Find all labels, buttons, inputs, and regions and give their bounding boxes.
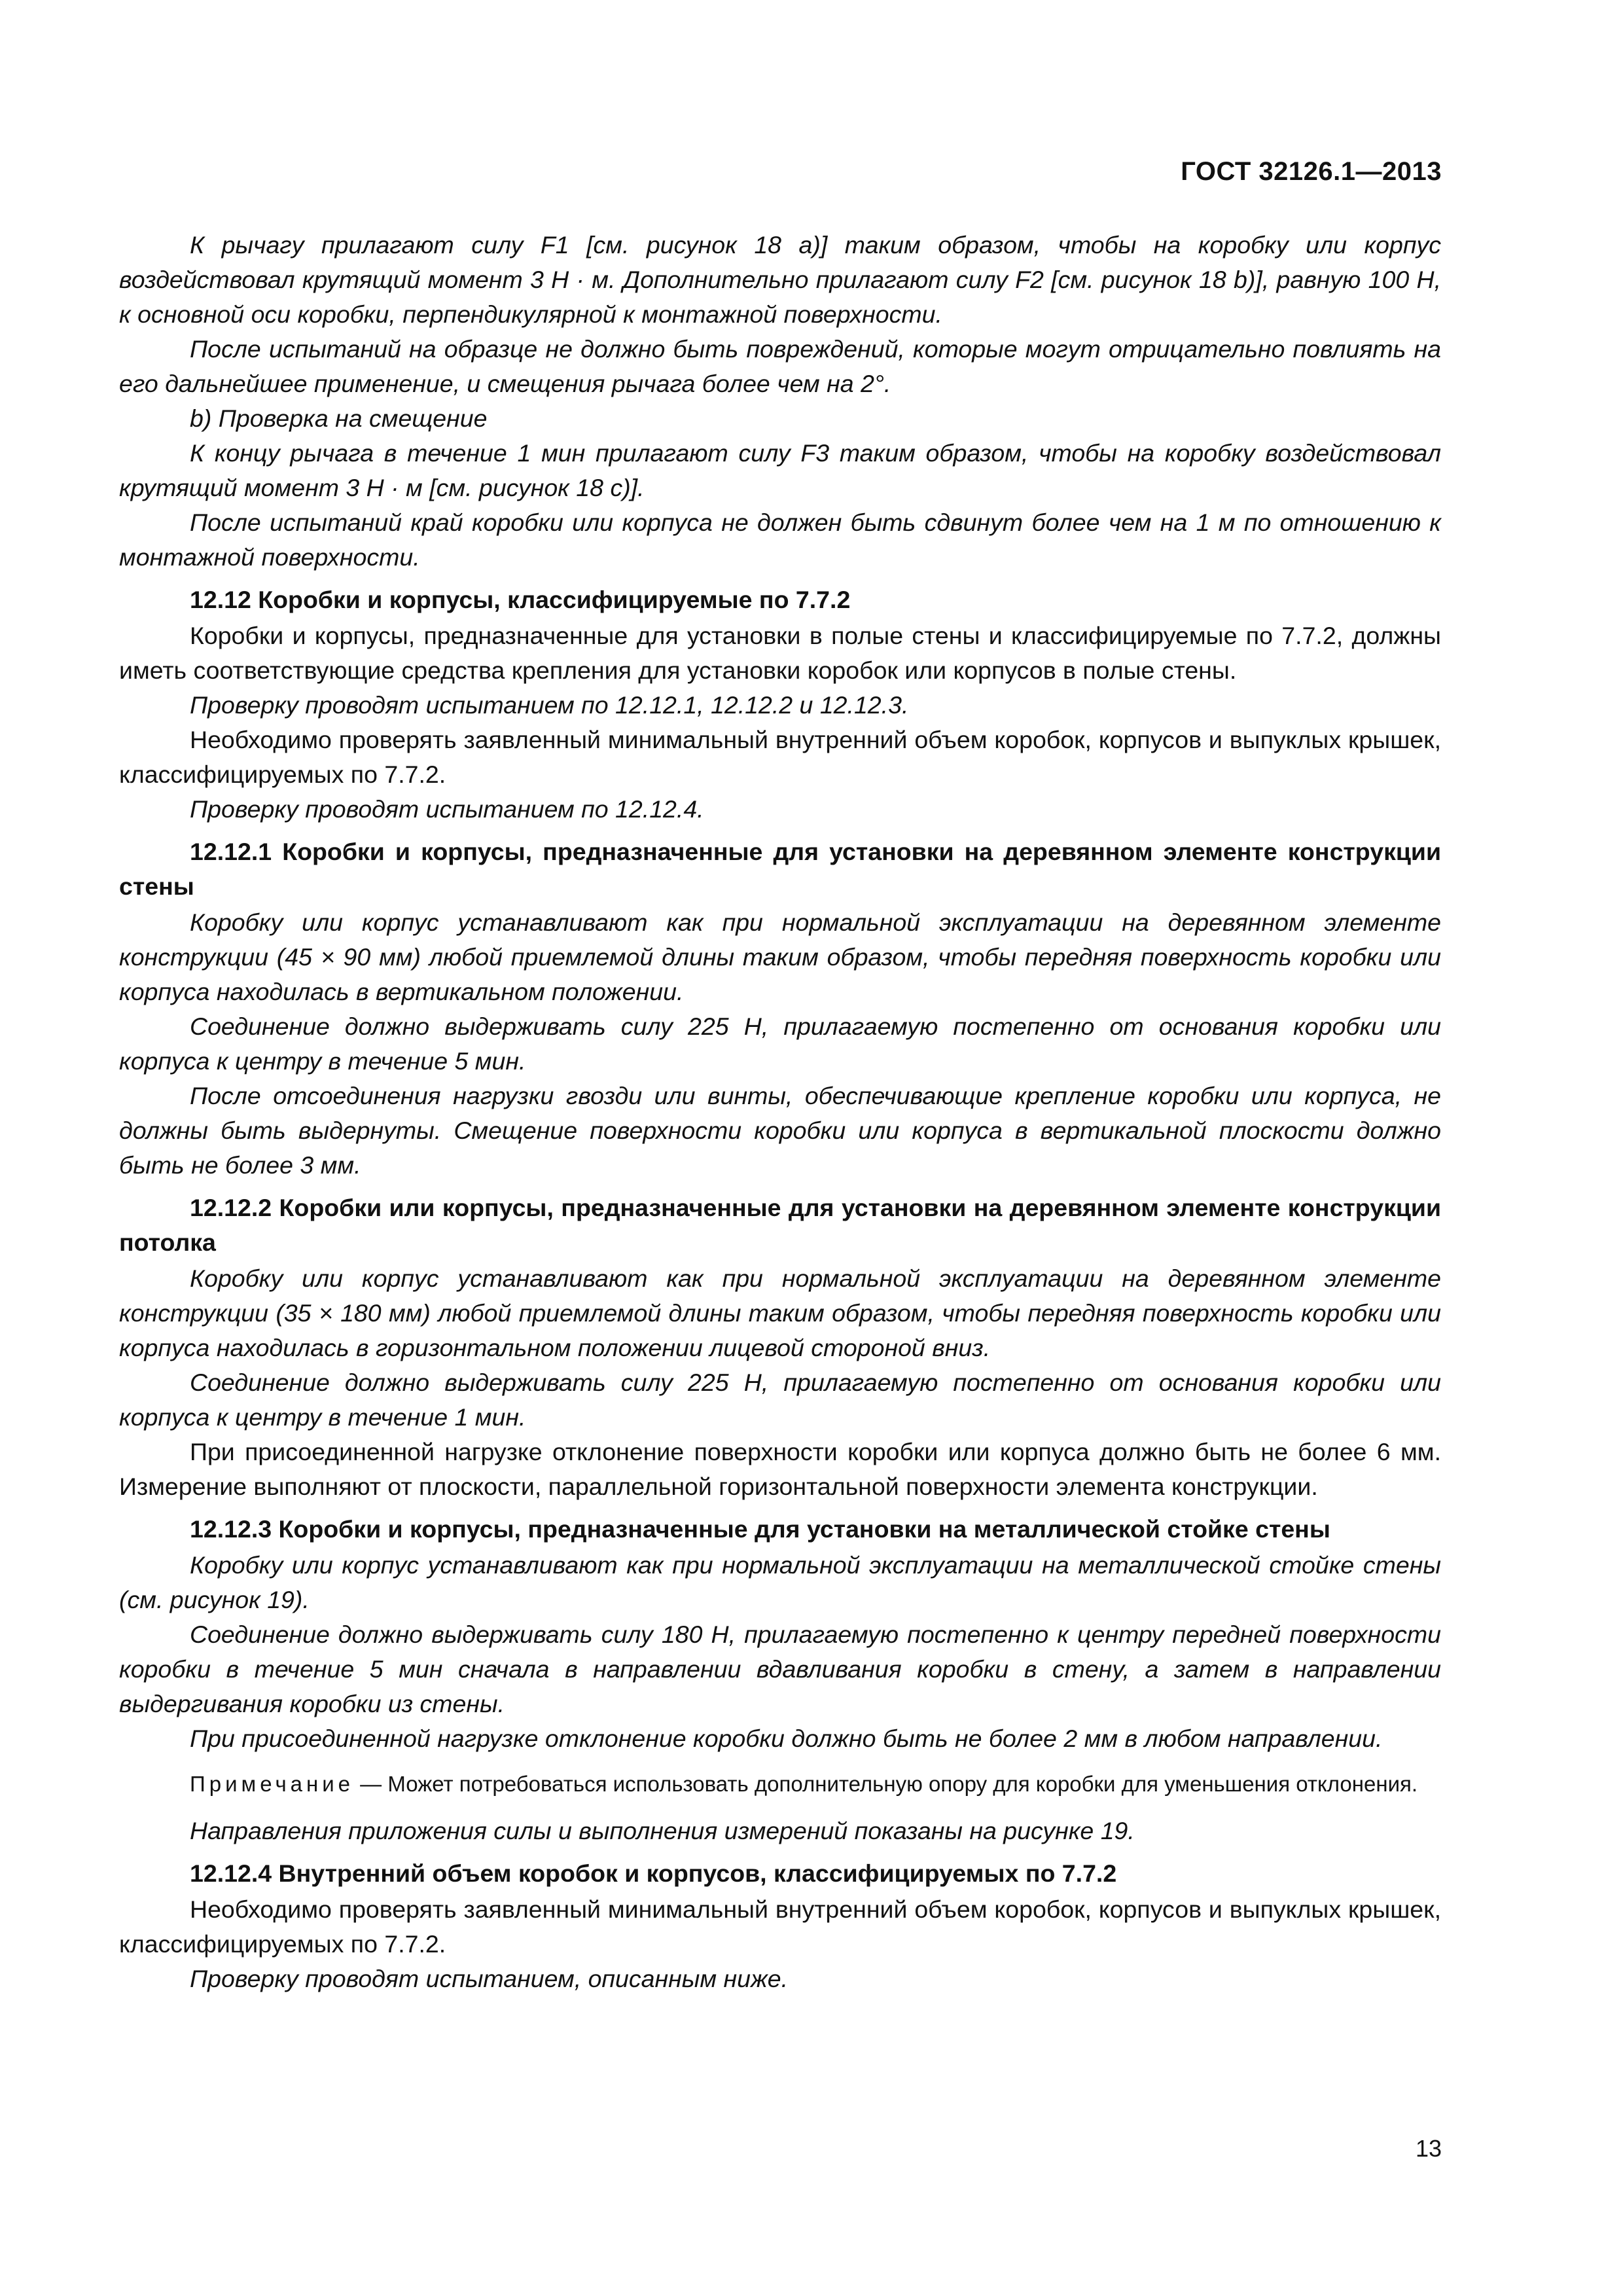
section-heading-12-12-2: 12.12.2 Коробки или корпусы, предназначенные для установки на деревянном элементе конструкции потолка bbox=[119, 1194, 1441, 1256]
page-number: 13 bbox=[1415, 2135, 1442, 2162]
section-heading-12-12-1: 12.12.1 Коробки и корпусы, предназначенные для установки на деревянном элементе конструкции стены bbox=[119, 838, 1441, 900]
paragraph: После испытаний край коробки или корпуса не должен быть сдвинут более чем на 1 м по отношению к монтажной поверхности. bbox=[119, 509, 1441, 571]
section-heading-12-12: 12.12 Коробки и корпусы, классифицируемые по 7.7.2 bbox=[190, 586, 851, 613]
paragraph: После испытаний на образце не должно быть повреждений, которые могут отрицательно повлиять на его дальнейшее применение, и смещения рычага более чем на 2°. bbox=[119, 335, 1441, 397]
paragraph: Проверку проводят испытанием по 12.12.4. bbox=[190, 795, 704, 823]
paragraph: Коробку или корпус устанавливают как при нормальной эксплуатации на металлической стойке стены (см. рисунок 19). bbox=[119, 1551, 1441, 1613]
paragraph: При присоединенной нагрузке отклонение поверхности коробки или корпуса должно быть не более 6 мм. Измерение выполняют от плоскости, параллельной горизонтальной поверхности элемента конструкции. bbox=[119, 1438, 1441, 1500]
paragraph: Соединение должно выдерживать силу 225 Н, прилагаемую постепенно от основания коробки или корпуса к центру в течение 1 мин. bbox=[119, 1369, 1441, 1431]
paragraph: Коробки и корпусы, предназначенные для установки в полые стены и классифицируемые по 7.7.2, должны иметь соответствующие средства крепления для установки коробок или корпусов в полые стены. bbox=[119, 622, 1441, 684]
paragraph: К концу рычага в течение 1 мин прилагают силу F3 таким образом, чтобы на коробку воздействовал крутящий момент 3 Н · м [см. рисунок 18 c)]. bbox=[119, 439, 1441, 501]
paragraph: Необходимо проверять заявленный минимальный внутренний объем коробок, корпусов и выпуклых крышек, классифицируемых по 7.7.2. bbox=[119, 1895, 1441, 1958]
section-heading-12-12-4: 12.12.4 Внутренний объем коробок и корпусов, классифицируемых по 7.7.2 bbox=[190, 1859, 1117, 1887]
paragraph: Соединение должно выдерживать силу 180 Н, прилагаемую постепенно к центру передней поверхности коробки в течение 5 мин сначала в направлении вдавливания коробки в стену, а затем в направлении выдергивания коробки из стены. bbox=[119, 1621, 1441, 1717]
section-heading-12-12-3: 12.12.3 Коробки и корпусы, предназначенные для установки на металлической стойке стены bbox=[190, 1515, 1330, 1543]
paragraph: Проверку проводят испытанием, описанным ниже. bbox=[190, 1965, 789, 1992]
paragraph: Необходимо проверять заявленный минимальный внутренний объем коробок, корпусов и выпуклых крышек, классифицируемых по 7.7.2. bbox=[119, 726, 1441, 788]
note-text: — Может потребоваться использовать дополнительную опору для коробки для уменьшения отклонения. bbox=[354, 1772, 1418, 1796]
paragraph: Проверку проводят испытанием по 12.12.1, 12.12.2 и 12.12.3. bbox=[190, 691, 909, 719]
document-body bbox=[119, 228, 1441, 1996]
paragraph: При присоединенной нагрузке отклонение коробки должно быть не более 2 мм в любом направлении. bbox=[190, 1725, 1383, 1752]
paragraph: К рычагу прилагают силу F1 [см. рисунок 18 a)] таким образом, чтобы на коробку или корпус воздействовал крутящий момент 3 Н · м. Дополнительно прилагают силу F2 [см. рисунок 18 b)], равную 100 Н, к основной оси коробки, перпендикулярной к монтажной поверхности. bbox=[119, 231, 1441, 328]
paragraph: Направления приложения силы и выполнения измерений показаны на рисунке 19. bbox=[190, 1817, 1135, 1844]
note bbox=[119, 1769, 1441, 1799]
note-label: Примечание bbox=[190, 1772, 355, 1796]
paragraph: После отсоединения нагрузки гвозди или винты, обеспечивающие крепление коробки или корпуса, не должны быть выдернуты. Смещение поверхности коробки или корпуса в вертикальной плоскости должно быть не более 3 мм. bbox=[119, 1082, 1441, 1179]
paragraph: Коробку или корпус устанавливают как при нормальной эксплуатации на деревянном элементе конструкции (45 × 90 мм) любой приемлемой длины таким образом, чтобы передняя поверхность коробки или корпуса находилась в вертикальном положении. bbox=[119, 908, 1441, 1005]
paragraph: b) Проверка на смещение bbox=[190, 404, 488, 432]
paragraph: Коробку или корпус устанавливают как при нормальной эксплуатации на деревянном элементе конструкции (35 × 180 мм) любой приемлемой длины таким образом, чтобы передняя поверхность коробки или корпуса находилась в горизонтальном положении лицевой стороной вниз. bbox=[119, 1265, 1441, 1361]
paragraph: Соединение должно выдерживать силу 225 Н, прилагаемую постепенно от основания коробки или корпуса к центру в течение 5 мин. bbox=[119, 1013, 1441, 1075]
document-id-header: ГОСТ 32126.1—2013 bbox=[1181, 157, 1442, 186]
